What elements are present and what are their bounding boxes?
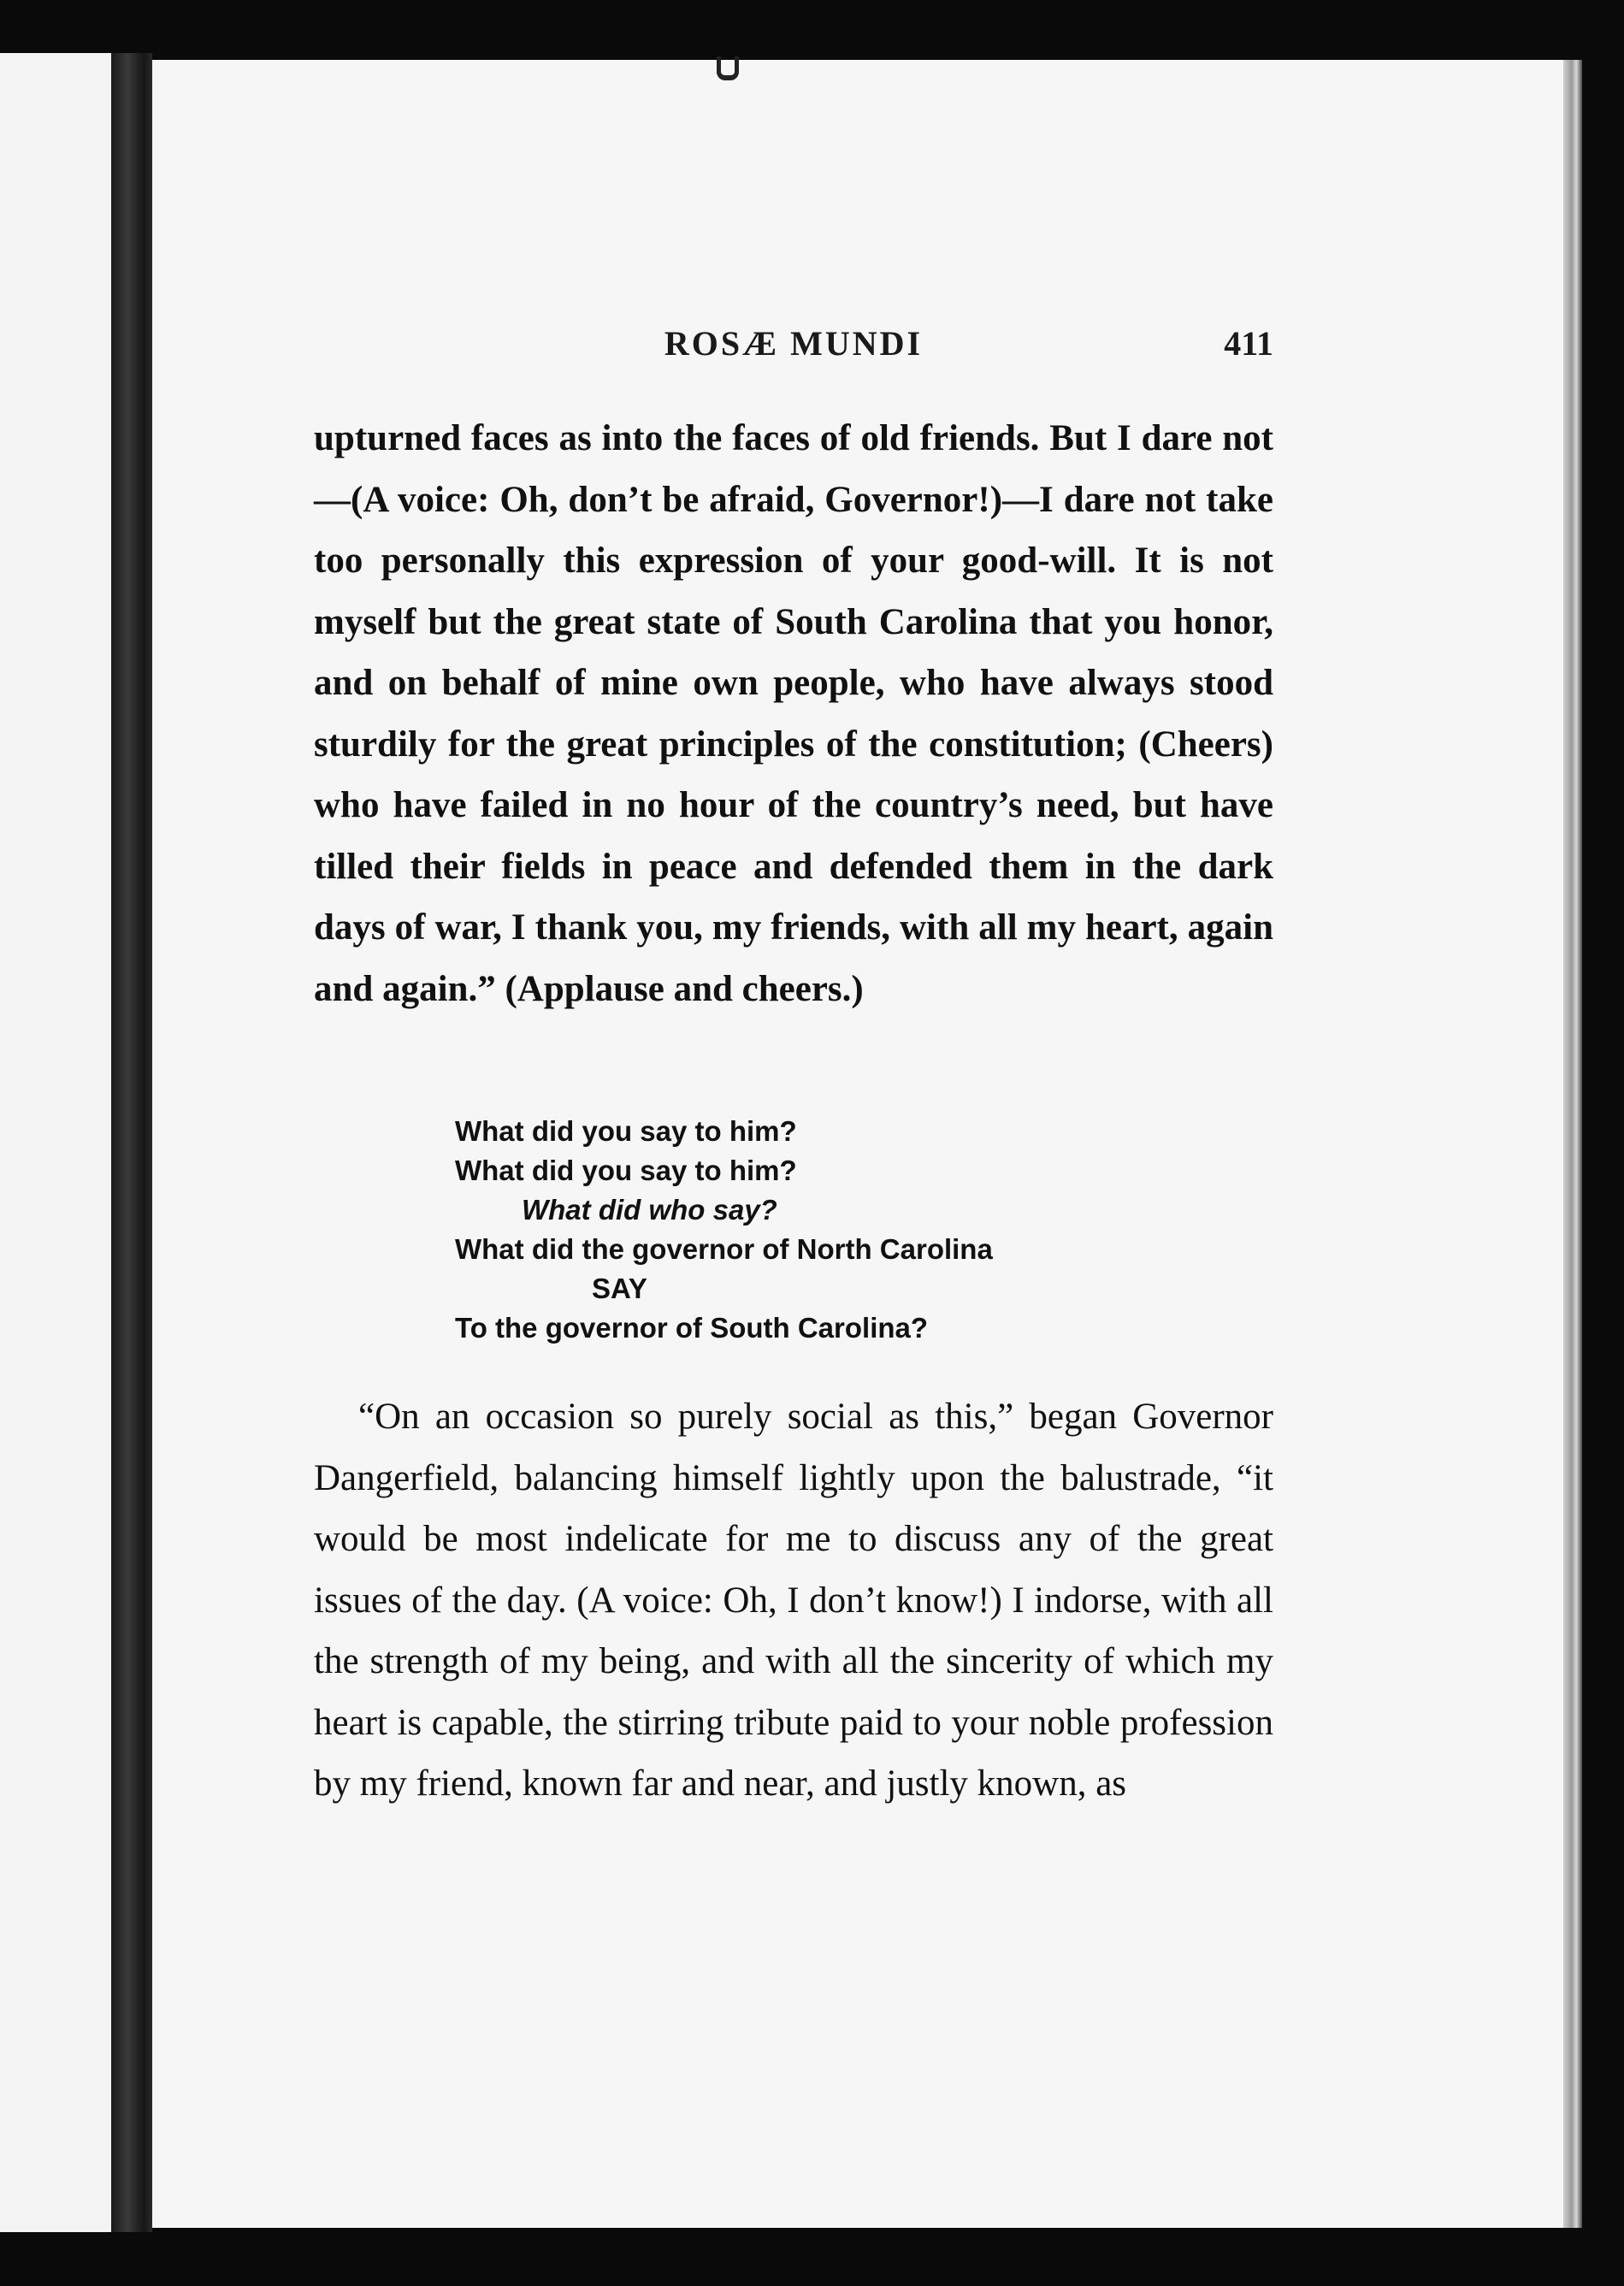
ink-mark (717, 56, 739, 80)
scan-border-bottom (111, 2232, 1582, 2286)
book-gutter (111, 53, 152, 2232)
running-title: ROSÆ MUNDI (664, 324, 924, 363)
facing-page-edge (0, 53, 111, 2232)
verse-line: What did you say to him? (455, 1155, 797, 1186)
paragraph-speech-continued: upturned faces as into the faces of old friends. But I dare not—(A voice: Oh, don’t be afraid, Governor!)—I dare not take too personally this expression of your good-will. It is not myself but the great state of South Carolina that you honor, and on behalf of mine own people, who have always stood sturdily for the great principles of the constitution; (Cheers) who have failed in no hour of the country’s need, but have tilled their fields in peace and defended them in the dark days of war, I thank you, my friends, with all my heart, again and again.” (Applause and cheers.) (314, 418, 1273, 1009)
verse-line: What did the governor of North Carolina (455, 1233, 993, 1265)
verse-line-say: SAY (592, 1273, 647, 1304)
page-edge-shadow (1563, 60, 1582, 2228)
paragraph-dangerfield-speech: “On an occasion so purely social as this,” began Governor Dangerfield, balancing himself lightly upon the balustrade, “it would be most indelicate for me to discuss any of the great issues of the day. (A voice: Oh, I don’t know!) I indorse, with all the strength of my being, and with all the sincerity of which my heart is capable, the stirring tribute paid to your noble profession by my friend, known far and near, and justly known, as (314, 1397, 1273, 1804)
verse-line-italic: What did who say? (522, 1194, 777, 1226)
page-header (314, 323, 1273, 366)
verse-line: To the governor of South Carolina? (455, 1312, 929, 1344)
page-number: 411 (1224, 324, 1273, 363)
verse-line: What did you say to him? (455, 1115, 797, 1147)
verse-block (455, 1112, 993, 1348)
